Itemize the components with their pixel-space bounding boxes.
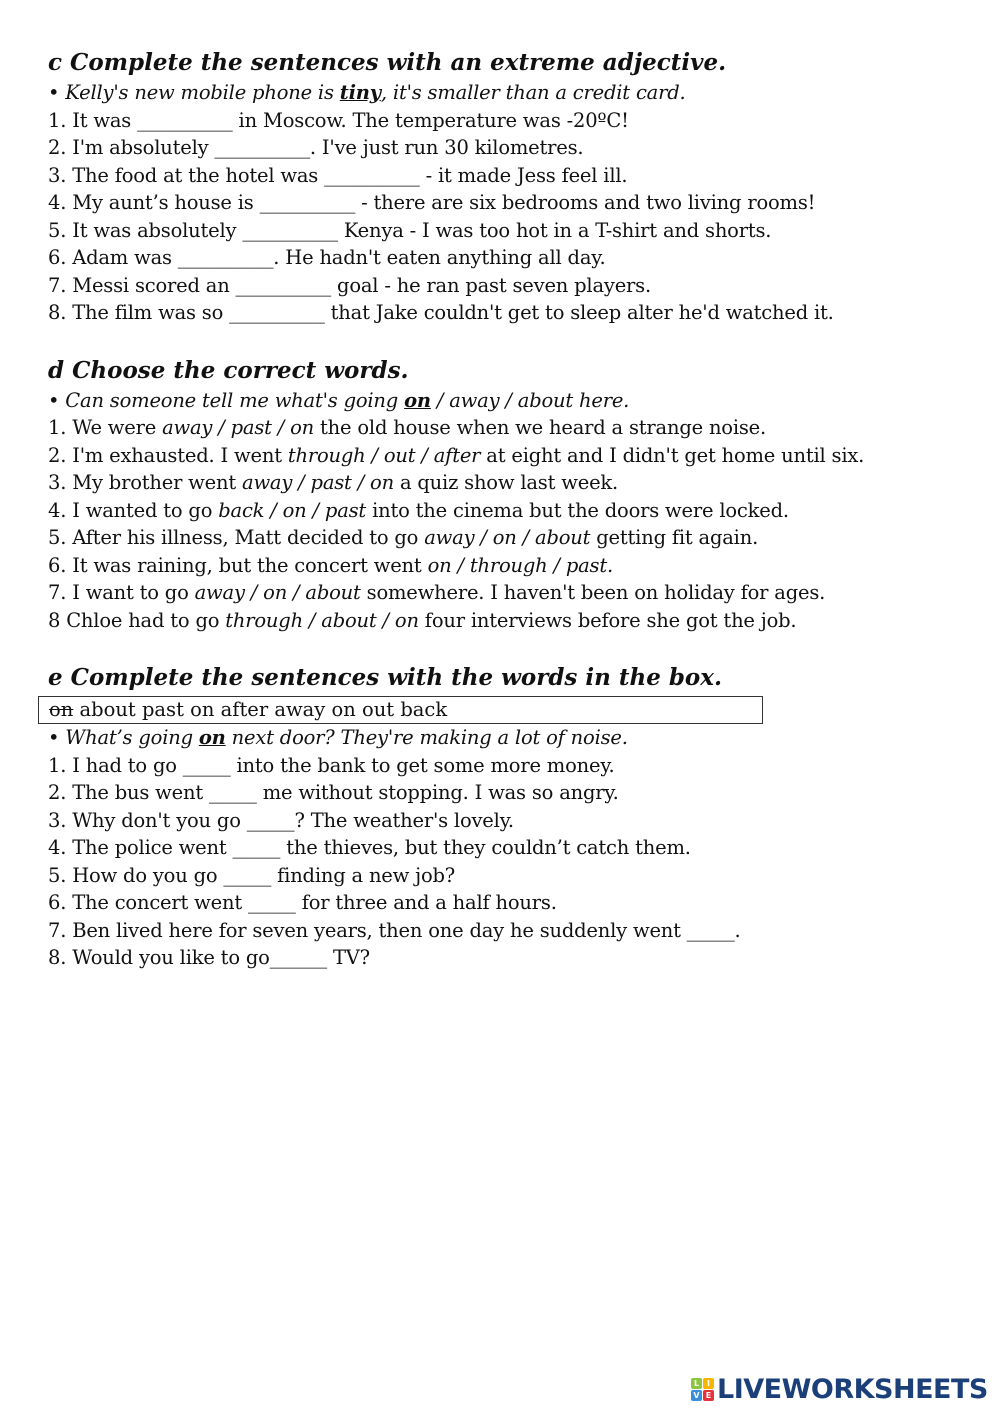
- text-segment: 5. How do you go _____ finding a new job?: [48, 863, 456, 887]
- exercise-item: [48, 889, 952, 917]
- exercise-section: [48, 662, 952, 972]
- answer-example: tiny: [339, 81, 381, 104]
- exercise-item: [48, 607, 952, 635]
- exercise-item: [48, 497, 952, 525]
- exercise-item: [48, 162, 952, 190]
- text-segment: 3. Why don't you go _____? The weather's lovely.: [48, 808, 514, 832]
- text-segment: about past on after away on out back: [73, 698, 448, 721]
- text-segment: at eight and I didn't get home until six.: [480, 443, 865, 467]
- text-segment: 2. I'm absolutely __________. I've just run 30 kilometres.: [48, 136, 584, 159]
- exercise-item: [48, 779, 952, 807]
- exercise-item: [48, 862, 952, 890]
- word-options: away / past / on: [242, 471, 394, 494]
- exercise-section: [48, 355, 952, 635]
- text-segment: • What’s going: [48, 726, 199, 749]
- text-segment: four interviews before she got the job.: [418, 608, 797, 632]
- text-segment: getting fit again.: [590, 526, 759, 549]
- exercise-item: [48, 134, 952, 162]
- word-options: back / on / past: [218, 498, 367, 522]
- answer-example: on: [404, 388, 431, 412]
- word-options: through / about / on: [225, 608, 419, 632]
- text-segment: 1. It was __________ in Moscow. The temperature was -20ºC!: [48, 108, 629, 132]
- exercise-title: c Complete the sentences with an extreme adjective.: [48, 49, 727, 76]
- exercise-title: d Choose the correct words.: [48, 356, 409, 384]
- logo-text: LIVEWORKSHEETS: [717, 1374, 988, 1405]
- text-segment: 7. Messi scored an __________ goal - he ran past seven players.: [48, 273, 651, 297]
- word-options: through / out / after: [287, 443, 481, 467]
- text-segment: 6. It was raining, but the concert went: [48, 553, 428, 577]
- word-options: away / on / about: [424, 526, 591, 549]
- text-segment: , it's smaller than a credit card.: [380, 81, 686, 104]
- exercise-item: [48, 579, 952, 607]
- exercise-item: [48, 299, 952, 327]
- exercise-item: [48, 442, 952, 470]
- text-segment: 3. My brother went: [48, 471, 243, 494]
- exercise-item: [48, 217, 952, 245]
- text-segment: / away / about here.: [430, 388, 630, 412]
- exercise-item: [48, 752, 952, 780]
- text-segment: 7. I want to go: [48, 581, 195, 604]
- word-box: [38, 696, 763, 724]
- example-sentence: [48, 724, 952, 752]
- text-segment: 6. The concert went _____ for three and a half hours.: [48, 891, 557, 914]
- text-segment: 8. Would you like to go______ TV?: [48, 946, 370, 969]
- example-sentence: [48, 387, 952, 415]
- exercise-item: [48, 414, 952, 442]
- text-segment: 8 Chloe had to go: [48, 608, 226, 632]
- exercise-item: [48, 244, 952, 272]
- text-segment: 7. Ben lived here for seven years, then one day he suddenly went _____.: [48, 918, 741, 942]
- used-word: on: [49, 698, 74, 721]
- logo-tiles-icon: [691, 1378, 714, 1401]
- exercise-item: [48, 524, 952, 552]
- text-segment: 3. The food at the hotel was __________ - it made Jess feel ill.: [48, 163, 628, 187]
- word-options: on / through / past.: [427, 553, 614, 577]
- text-segment: 5. It was absolutely __________ Kenya - I was too hot in a T-shirt and shorts.: [48, 218, 772, 242]
- text-segment: 2. The bus went _____ me without stopping. I was so angry.: [48, 781, 619, 804]
- exercise-item: [48, 944, 952, 972]
- text-segment: a quiz show last week.: [393, 471, 619, 494]
- exercise-section: [48, 47, 952, 327]
- text-segment: 8. The film was so __________ that Jake couldn't get to sleep alter he'd watched it.: [48, 301, 834, 324]
- text-segment: 4. I wanted to go: [48, 498, 219, 522]
- text-segment: 6. Adam was __________. He hadn't eaten anything all day.: [48, 246, 606, 269]
- text-segment: 2. I'm exhausted. I went: [48, 443, 288, 467]
- logo-tile: E: [703, 1390, 714, 1401]
- answer-example: on: [198, 726, 226, 749]
- exercise-item: [48, 107, 952, 135]
- text-segment: 5. After his illness, Matt decided to go: [48, 526, 425, 549]
- text-segment: 1. We were: [48, 416, 163, 439]
- liveworksheets-logo: [691, 1374, 988, 1405]
- exercise-item: [48, 272, 952, 300]
- word-options: away / past / on: [162, 416, 315, 439]
- logo-tile: I: [703, 1378, 714, 1389]
- example-sentence: [48, 79, 952, 107]
- text-segment: next door? They're making a lot of noise.: [225, 726, 628, 749]
- text-segment: • Can someone tell me what's going: [48, 388, 405, 412]
- exercise-item: [48, 917, 952, 945]
- text-segment: into the cinema but the doors were locked.: [366, 498, 789, 522]
- worksheet-content: [48, 47, 952, 1000]
- word-options: away / on / about: [194, 581, 361, 604]
- exercise-item: [48, 807, 952, 835]
- text-segment: the old house when we heard a strange noise.: [314, 416, 767, 439]
- exercise-item: [48, 189, 952, 217]
- exercise-item: [48, 552, 952, 580]
- exercise-item: [48, 469, 952, 497]
- text-segment: 4. My aunt’s house is __________ - there are six bedrooms and two living rooms!: [48, 191, 816, 214]
- text-segment: 1. I had to go _____ into the bank to get some more money.: [48, 753, 615, 777]
- logo-tile: V: [691, 1390, 702, 1401]
- exercise-item: [48, 834, 952, 862]
- logo-tile: L: [691, 1378, 702, 1389]
- text-segment: • Kelly's new mobile phone is: [48, 81, 340, 104]
- text-segment: 4. The police went _____ the thieves, but they couldn’t catch them.: [48, 836, 691, 859]
- exercise-title: e Complete the sentences with the words in the box.: [48, 664, 722, 691]
- text-segment: somewhere. I haven't been on holiday for ages.: [360, 581, 826, 604]
